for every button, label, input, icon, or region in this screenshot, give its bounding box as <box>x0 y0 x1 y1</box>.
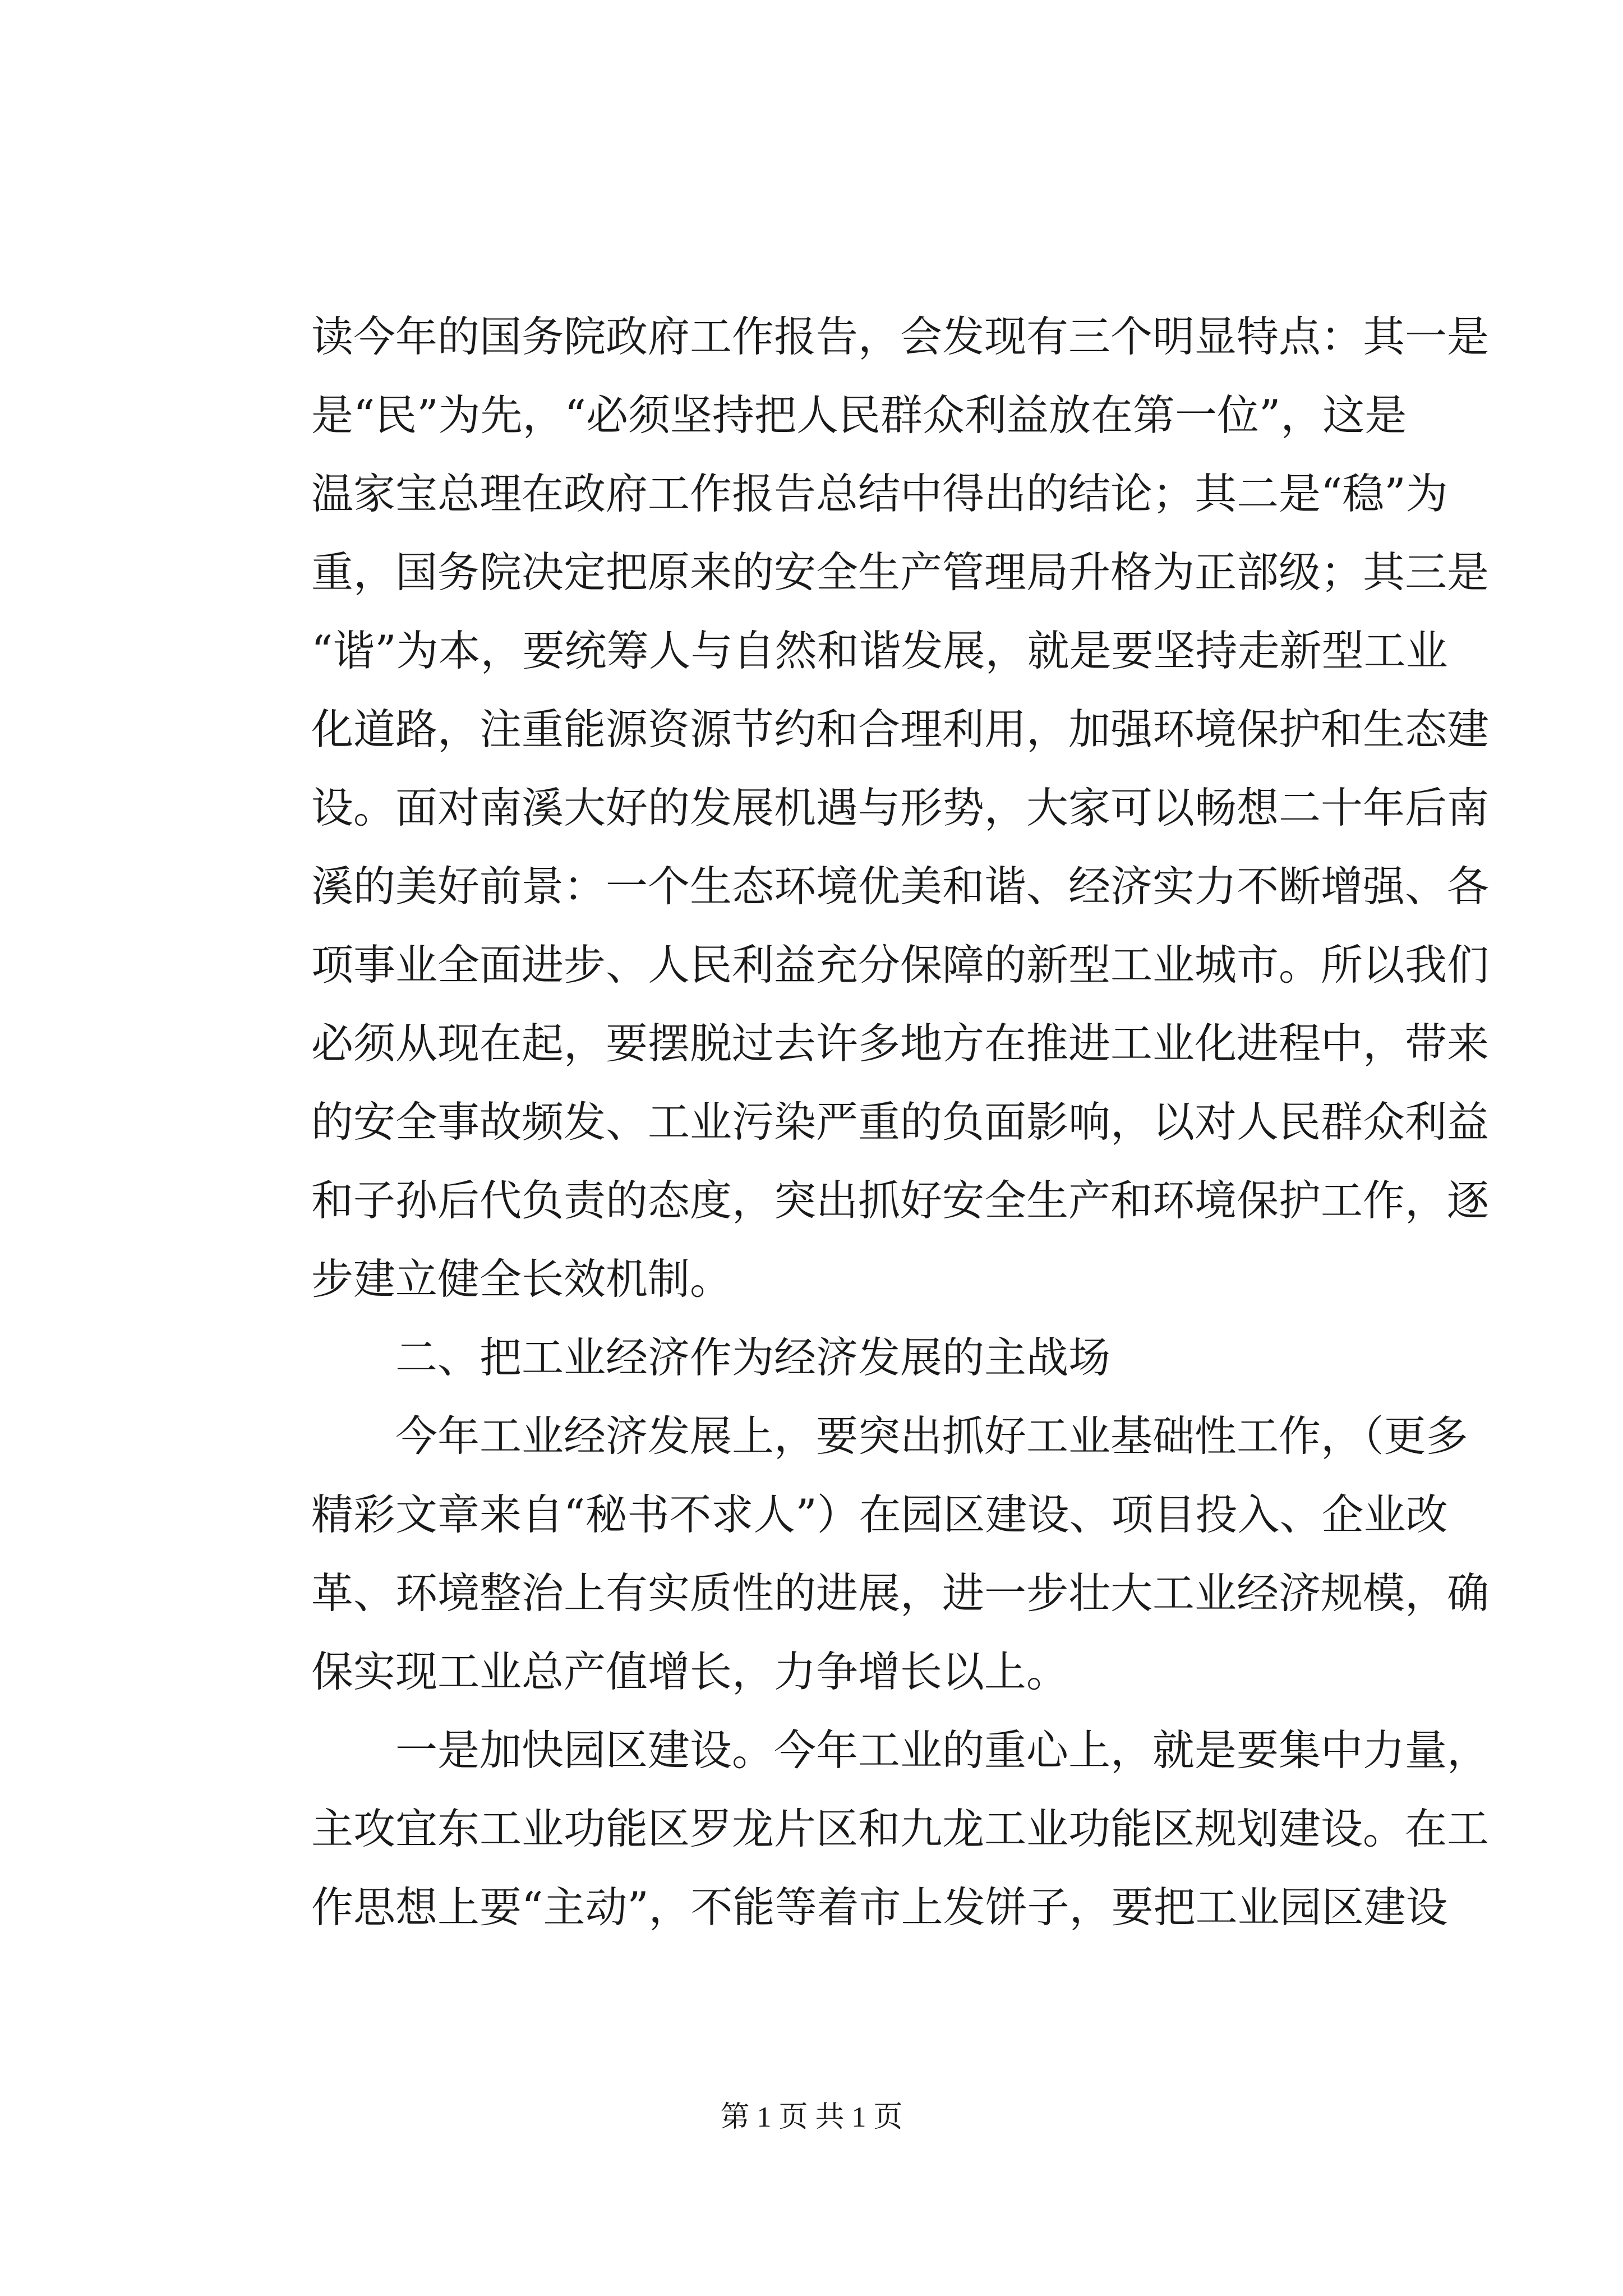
text-line: 的安全事故频发、工业污染严重的负面影响，以对人民群众利益 <box>311 1097 1490 1147</box>
text-line: 革、环境整治上有实质性的进展，进一步壮大工业经济规模，确 <box>311 1568 1490 1618</box>
text-line: 溪的美好前景：一个生态环境优美和谐、经济实力不断增强、各 <box>311 862 1490 911</box>
section-heading <box>311 1318 1394 1397</box>
paragraph <box>311 1397 1490 1711</box>
paragraph <box>311 297 1490 1318</box>
text-line: 今年工业经济发展上，要突出抓好工业基础性工作，（更多 <box>395 1411 1468 1461</box>
text-line: 必须从现在起，要摆脱过去许多地方在推进工业化进程中，带来 <box>311 1019 1490 1068</box>
text-line: 作思想上要“主动”，不能等着市上发饼子，要把工业园区建设 <box>311 1883 1448 1932</box>
heading-text: 二、把工业经济作为经济发展的主战场 <box>395 1333 1111 1382</box>
text-line: “谐”为本，要统筹人与自然和谐发展，就是要坚持走新型工业 <box>311 626 1448 675</box>
text-line: 重，国务院决定把原来的安全生产管理局升格为正部级；其三是 <box>311 547 1490 597</box>
text-line: 化道路，注重能源资源节约和合理利用，加强环境保护和生态建 <box>311 705 1490 754</box>
text-line: 主攻宜东工业功能区罗龙片区和九龙工业功能区规划建设。在工 <box>311 1804 1490 1853</box>
text-line: 设。面对南溪大好的发展机遇与形势，大家可以畅想二十年后南 <box>311 783 1490 832</box>
document-body <box>311 297 1490 1947</box>
text-line: 和子孙后代负责的态度，突出抓好安全生产和环境保护工作，逐 <box>311 1176 1490 1225</box>
text-line: 保实现工业总产值增长，力争增长以上。 <box>311 1647 1069 1696</box>
text-line: 项事业全面进步、人民利益充分保障的新型工业城市。所以我们 <box>311 940 1490 990</box>
page-number: 第 1 页 共 1 页 <box>720 2101 903 2133</box>
text-line: 温家宝总理在政府工作报告总结中得出的结论；其二是“稳”为 <box>311 469 1448 518</box>
text-line: 步建立健全长效机制。 <box>311 1254 732 1304</box>
text-line: 读今年的国务院政府工作报告，会发现有三个明显特点：其一是 <box>311 312 1490 361</box>
text-line: 精彩文章来自“秘书不求人”）在园区建设、项目投入、企业改 <box>311 1490 1448 1539</box>
text-line: 一是加快园区建设。今年工业的重心上，就是要集中力量， <box>395 1726 1490 1775</box>
text-line: 是“民”为先，“必须坚持把人民群众利益放在第一位”，这是 <box>311 390 1407 440</box>
paragraph <box>311 1711 1490 1947</box>
page-footer <box>0 2098 1623 2137</box>
